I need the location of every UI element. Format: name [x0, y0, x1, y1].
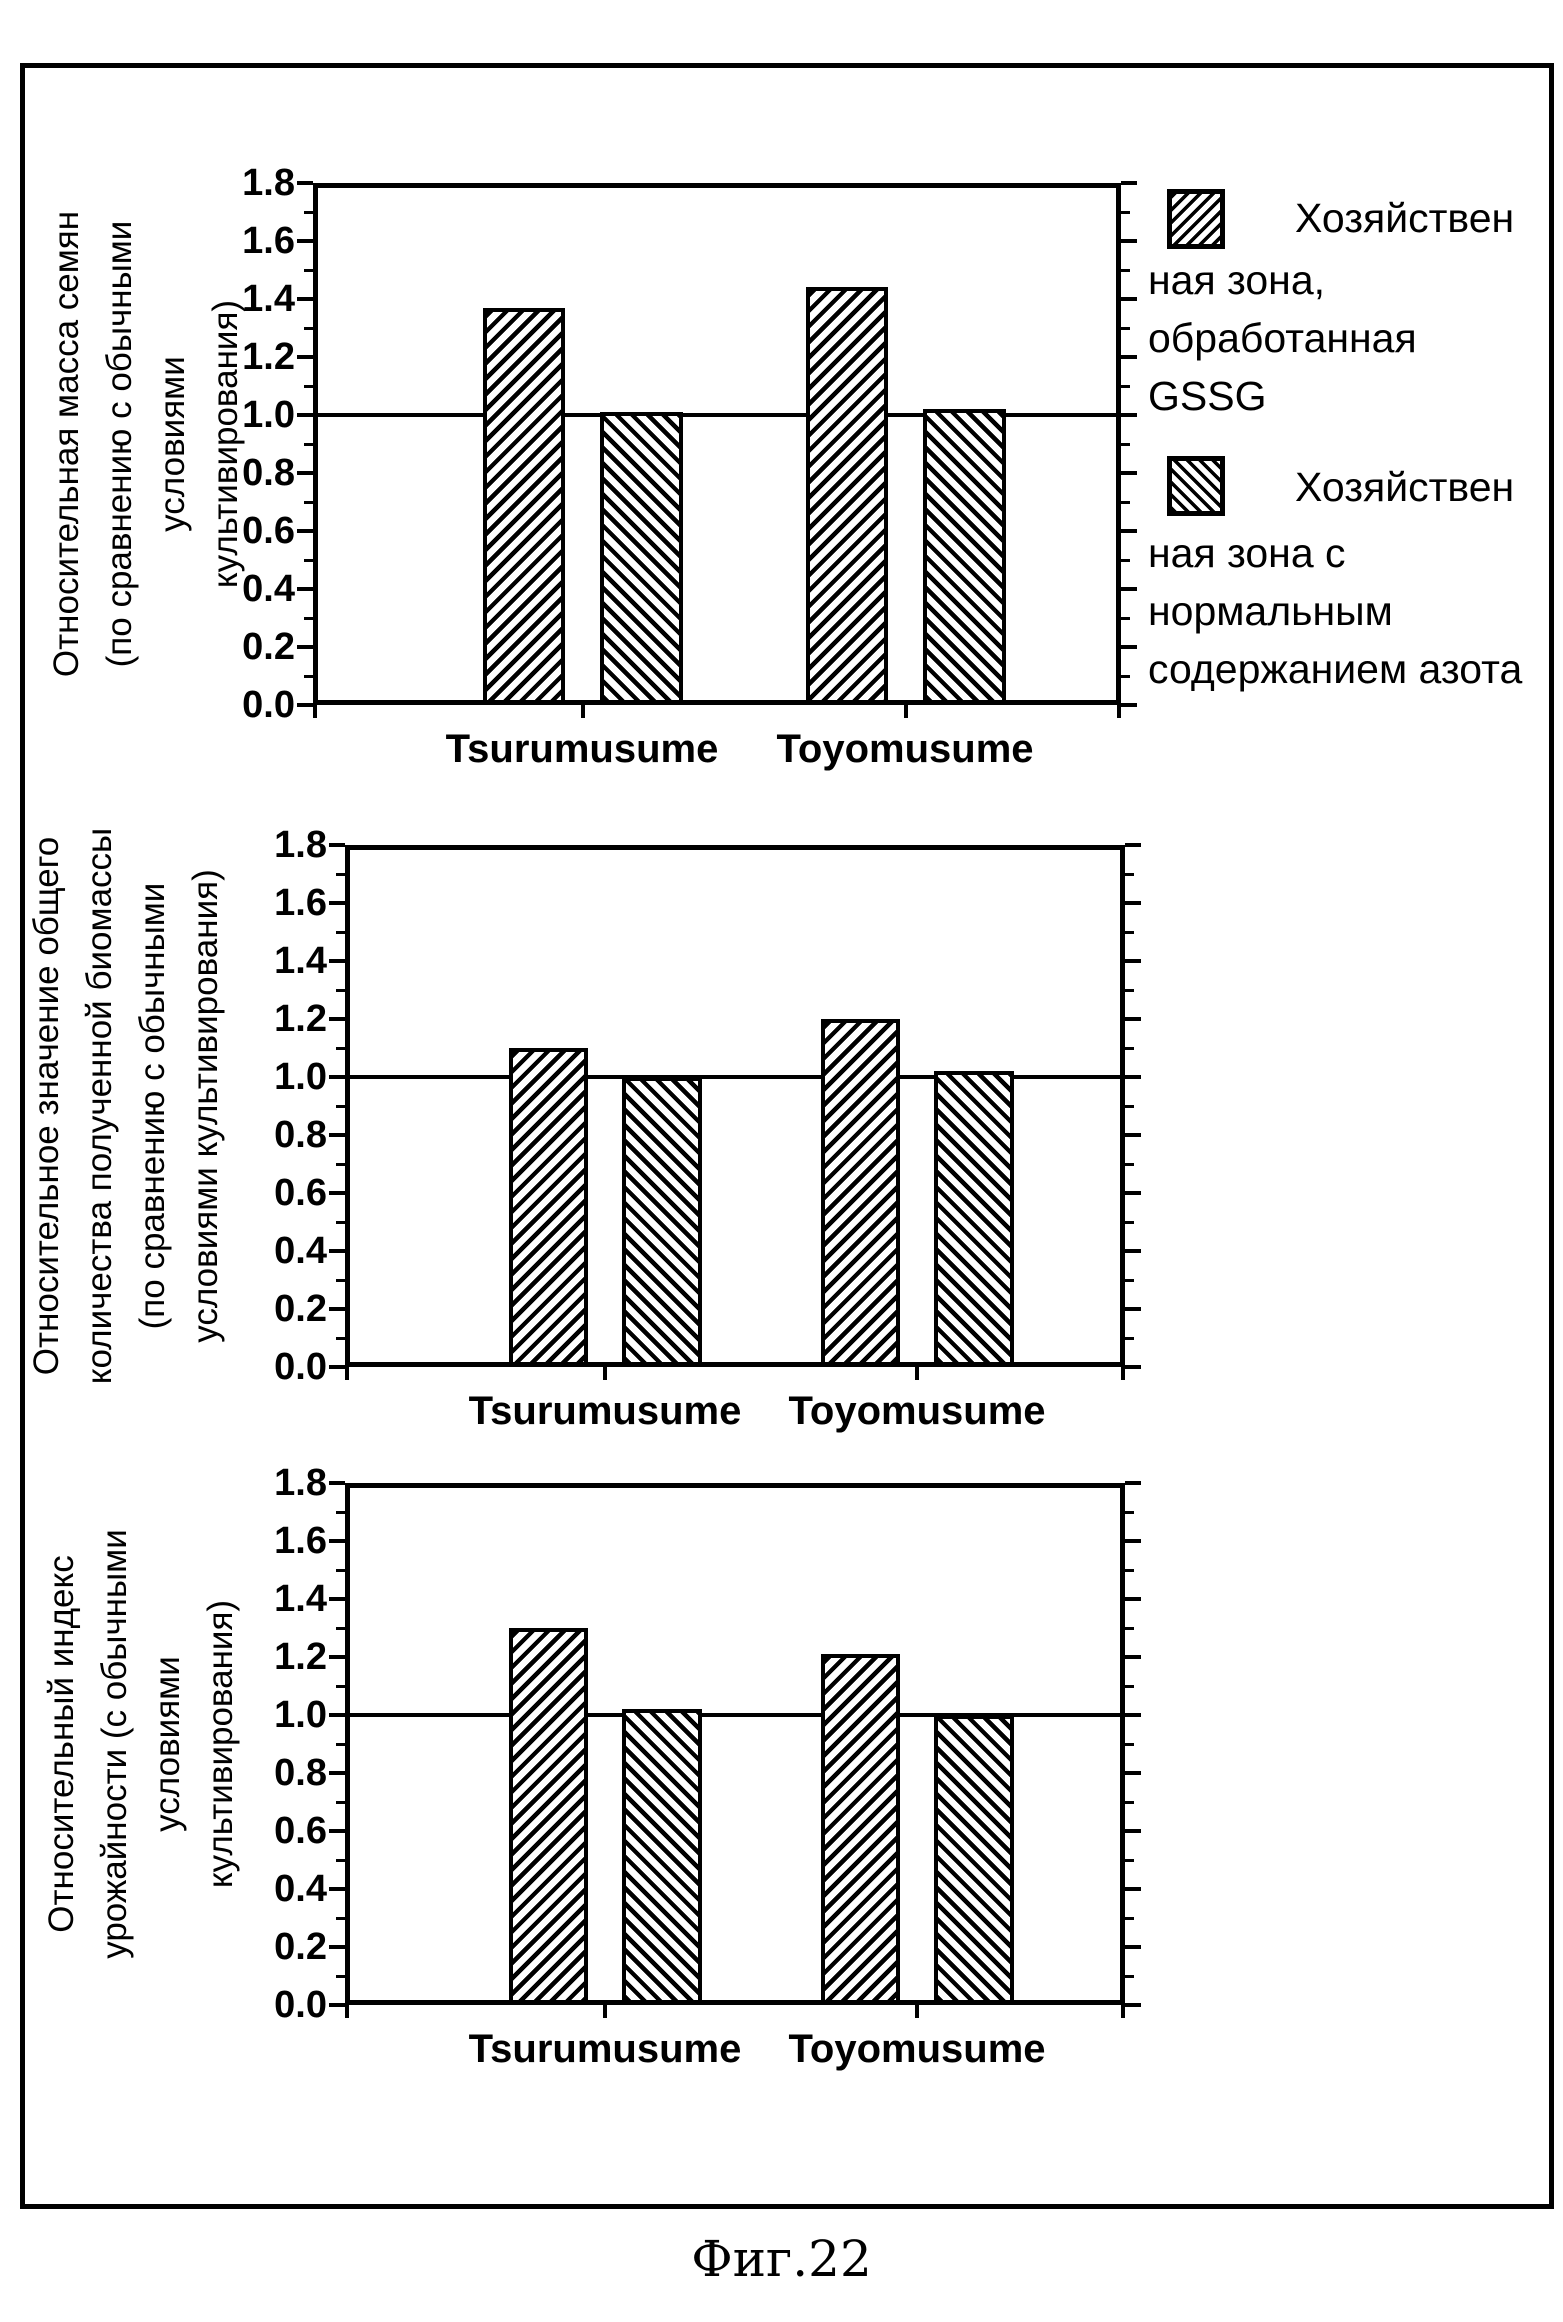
y-axis-minor-tick	[1125, 1279, 1134, 1282]
y-axis-major-tick	[1121, 703, 1137, 707]
y-axis-tick-label: 0.8	[242, 452, 295, 494]
y-axis-tick-label: 0.6	[274, 1172, 327, 1214]
y-axis-tick-label: 1.8	[274, 824, 327, 866]
bar-tsurumusume-normal-nitrogen	[622, 1709, 702, 2005]
x-axis-tick	[345, 1367, 349, 1380]
bar-tsurumusume-normal-nitrogen	[622, 1077, 702, 1367]
y-axis-major-tick	[1121, 471, 1137, 475]
y-axis-tick-label: 1.4	[274, 1578, 327, 1620]
y-axis-tick-label: 0.2	[274, 1926, 327, 1968]
y-axis-major-tick	[1121, 297, 1137, 301]
y-axis-tick-label: 0.8	[274, 1114, 327, 1156]
y-axis-minor-tick	[336, 1917, 345, 1920]
y-axis-major-tick	[329, 1249, 345, 1253]
x-category-label: Toyomusume	[776, 727, 1034, 771]
x-axis-tick	[915, 2005, 919, 2018]
y-axis-major-tick	[297, 529, 313, 533]
y-axis-title-line: урожайности (с обычными	[95, 1529, 134, 1959]
y-axis-minor-tick	[1121, 327, 1130, 330]
y-axis-minor-tick	[304, 443, 313, 446]
y-axis-tick-label: 1.2	[242, 336, 295, 378]
legend-text-line: обработанная	[1148, 315, 1417, 361]
y-axis-major-tick	[329, 1713, 345, 1717]
y-axis-major-tick	[1125, 959, 1141, 963]
y-axis-minor-tick	[1125, 1105, 1134, 1108]
y-axis-tick-label: 0.0	[242, 684, 295, 726]
y-axis-tick-label: 1.6	[242, 220, 295, 262]
x-axis-tick	[1117, 705, 1121, 718]
y-axis-major-tick	[1125, 1133, 1141, 1137]
y-axis-minor-tick	[304, 501, 313, 504]
y-axis-major-tick	[329, 1307, 345, 1311]
y-axis-tick-label: 1.0	[242, 394, 295, 436]
y-axis-major-tick	[329, 1075, 345, 1079]
y-axis-minor-tick	[1125, 1627, 1134, 1630]
y-axis-tick-label: 1.4	[242, 278, 295, 320]
y-axis-major-tick	[1125, 1539, 1141, 1543]
y-axis-title-line: количества полученной биомассы	[80, 827, 119, 1385]
bar-toyomusume-gssg	[821, 1019, 901, 1367]
y-axis-minor-tick	[304, 617, 313, 620]
chart-seed-mass	[47, 162, 1121, 771]
y-axis-minor-tick	[336, 1569, 345, 1572]
y-axis-minor-tick	[1121, 385, 1130, 388]
y-axis-minor-tick	[304, 675, 313, 678]
y-axis-major-tick	[1125, 1307, 1141, 1311]
y-axis-tick-label: 0.4	[274, 1230, 327, 1272]
y-axis-tick-label: 1.2	[274, 998, 327, 1040]
y-axis-major-tick	[1125, 1597, 1141, 1601]
y-axis-major-tick	[1121, 239, 1137, 243]
y-axis-minor-tick	[1125, 1337, 1134, 1340]
y-axis-tick-label: 1.2	[274, 1636, 327, 1678]
legend-item-normal-nitrogen-zone	[1140, 450, 1560, 700]
bar-tsurumusume-gssg	[483, 308, 565, 705]
y-axis-minor-tick	[336, 1163, 345, 1166]
y-axis-major-tick	[1125, 1945, 1141, 1949]
y-axis-title-line: Относительная масса семян	[47, 210, 86, 678]
y-axis-major-tick	[1125, 1365, 1141, 1369]
bar-toyomusume-gssg	[806, 287, 888, 705]
y-axis-major-tick	[297, 297, 313, 301]
y-axis-major-tick	[1125, 1017, 1141, 1021]
y-axis-minor-tick	[1125, 1511, 1134, 1514]
x-category-label: Tsurumusume	[468, 2027, 742, 2071]
y-axis-major-tick	[329, 1829, 345, 1833]
y-axis-major-tick	[329, 1655, 345, 1659]
y-axis-major-tick	[1125, 1075, 1141, 1079]
x-category-label: Toyomusume	[788, 1389, 1046, 1433]
y-axis-major-tick	[329, 1539, 345, 1543]
y-axis-minor-tick	[1125, 1221, 1134, 1224]
y-axis-major-tick	[1125, 1481, 1141, 1485]
y-axis-minor-tick	[1121, 501, 1130, 504]
y-axis-minor-tick	[1125, 989, 1134, 992]
y-axis-tick-label: 0.8	[274, 1752, 327, 1794]
x-category-label: Tsurumusume	[445, 727, 719, 771]
y-axis-minor-tick	[336, 1743, 345, 1746]
bar-tsurumusume-gssg	[509, 1628, 589, 2005]
y-axis-major-tick	[1125, 843, 1141, 847]
legend-text-line: нормальным	[1148, 588, 1393, 634]
y-axis-tick-label: 0.2	[242, 626, 295, 668]
y-axis-major-tick	[297, 471, 313, 475]
legend-item-gssg-zone	[1140, 183, 1560, 433]
bar-tsurumusume-normal-nitrogen	[600, 412, 682, 705]
y-axis-title	[35, 1284, 275, 2204]
y-axis-minor-tick	[1121, 269, 1130, 272]
y-axis-major-tick	[1125, 2003, 1141, 2007]
y-axis-major-tick	[329, 1133, 345, 1137]
y-axis-minor-tick	[336, 1511, 345, 1514]
x-axis-tick	[313, 705, 317, 718]
y-axis-major-tick	[329, 1945, 345, 1949]
y-axis-minor-tick	[336, 873, 345, 876]
x-axis-tick	[1121, 1367, 1125, 1380]
y-axis-minor-tick	[1121, 559, 1130, 562]
y-axis-major-tick	[1121, 181, 1137, 185]
y-axis-major-tick	[1125, 1771, 1141, 1775]
y-axis-title-line: условиями	[153, 356, 192, 532]
y-axis-title-line: культивирования)	[201, 1599, 240, 1889]
y-axis-minor-tick	[304, 269, 313, 272]
x-axis-tick	[581, 705, 585, 718]
y-axis-minor-tick	[1125, 1743, 1134, 1746]
y-axis-major-tick	[1125, 1829, 1141, 1833]
y-axis-major-tick	[329, 901, 345, 905]
x-axis-tick	[915, 1367, 919, 1380]
y-axis-major-tick	[1121, 645, 1137, 649]
y-axis-minor-tick	[1121, 443, 1130, 446]
y-axis-major-tick	[329, 1481, 345, 1485]
x-axis-tick	[345, 2005, 349, 2018]
y-axis-minor-tick	[1125, 1917, 1134, 1920]
y-axis-major-tick	[297, 645, 313, 649]
y-axis-major-tick	[297, 355, 313, 359]
legend-text-line: ная зона с	[1148, 530, 1346, 576]
y-axis-minor-tick	[336, 1221, 345, 1224]
y-axis-tick-label: 0.6	[242, 510, 295, 552]
y-axis-tick-label: 1.6	[274, 882, 327, 924]
y-axis-minor-tick	[1125, 1801, 1134, 1804]
y-axis-major-tick	[297, 239, 313, 243]
y-axis-major-tick	[1125, 1249, 1141, 1253]
y-axis-major-tick	[329, 843, 345, 847]
backward-hatch-swatch-icon	[1167, 456, 1225, 516]
y-axis-title-line: (по сравнению с обычными	[100, 220, 139, 668]
chart-biomass	[27, 824, 1125, 1433]
bar-toyomusume-normal-nitrogen	[923, 409, 1005, 705]
y-axis-title-line: Относительный индекс	[42, 1555, 81, 1933]
figure-caption: Фиг.22	[691, 2230, 872, 2288]
x-axis-tick	[603, 1367, 607, 1380]
y-axis-minor-tick	[336, 1859, 345, 1862]
y-axis-tick-label: 1.0	[274, 1694, 327, 1736]
y-axis-minor-tick	[304, 559, 313, 562]
y-axis-major-tick	[1121, 529, 1137, 533]
x-axis-tick	[1121, 2005, 1125, 2018]
y-axis-minor-tick	[336, 1105, 345, 1108]
legend-text-line: содержанием азота	[1148, 646, 1523, 692]
y-axis-title-line: культивирования)	[206, 299, 245, 589]
y-axis-minor-tick	[336, 1975, 345, 1978]
y-axis-major-tick	[297, 181, 313, 185]
legend-text-line: GSSG	[1148, 373, 1267, 419]
y-axis-minor-tick	[1125, 1975, 1134, 1978]
y-axis-title-line: Относительное значение общего	[27, 836, 66, 1376]
y-axis-tick-label: 1.6	[274, 1520, 327, 1562]
y-axis-tick-label: 1.4	[274, 940, 327, 982]
y-axis-minor-tick	[304, 385, 313, 388]
y-axis-minor-tick	[336, 1685, 345, 1688]
y-axis-major-tick	[1121, 355, 1137, 359]
y-axis-major-tick	[297, 587, 313, 591]
y-axis-major-tick	[297, 703, 313, 707]
y-axis-minor-tick	[336, 1801, 345, 1804]
y-axis-title-line: (по сравнению с обычными	[133, 882, 172, 1330]
y-axis-tick-label: 0.4	[274, 1868, 327, 1910]
legend-text-line: Хозяйствен	[1295, 464, 1515, 510]
y-axis-major-tick	[329, 1887, 345, 1891]
bar-toyomusume-gssg	[821, 1654, 901, 2005]
y-axis-major-tick	[1125, 1191, 1141, 1195]
y-axis-tick-label: 0.4	[242, 568, 295, 610]
y-axis-major-tick	[329, 1365, 345, 1369]
y-axis-minor-tick	[1121, 617, 1130, 620]
y-axis-minor-tick	[336, 1627, 345, 1630]
y-axis-minor-tick	[1125, 1569, 1134, 1572]
y-axis-tick-label: 0.0	[274, 1984, 327, 2026]
y-axis-minor-tick	[1125, 873, 1134, 876]
y-axis-tick-label: 0.0	[274, 1346, 327, 1388]
legend-text-line: Хозяйствен	[1295, 195, 1515, 241]
y-axis-minor-tick	[304, 211, 313, 214]
y-axis-minor-tick	[1125, 1163, 1134, 1166]
legend-text-line: ная зона,	[1148, 257, 1326, 303]
y-axis-major-tick	[329, 1597, 345, 1601]
y-axis-tick-label: 1.8	[274, 1462, 327, 1504]
y-axis-minor-tick	[336, 1047, 345, 1050]
forward-hatch-swatch-icon	[1167, 189, 1225, 249]
y-axis-minor-tick	[1125, 931, 1134, 934]
y-axis-minor-tick	[336, 1279, 345, 1282]
x-category-label: Toyomusume	[788, 2027, 1046, 2071]
y-axis-major-tick	[329, 2003, 345, 2007]
y-axis-minor-tick	[336, 1337, 345, 1340]
y-axis-tick-label: 0.2	[274, 1288, 327, 1330]
y-axis-major-tick	[1125, 1655, 1141, 1659]
bar-tsurumusume-gssg	[509, 1048, 589, 1367]
y-axis-major-tick	[1125, 901, 1141, 905]
bar-toyomusume-normal-nitrogen	[934, 1071, 1014, 1367]
y-axis-major-tick	[1125, 1887, 1141, 1891]
y-axis-tick-label: 0.6	[274, 1810, 327, 1852]
y-axis-minor-tick	[1125, 1047, 1134, 1050]
y-axis-major-tick	[329, 1017, 345, 1021]
y-axis-major-tick	[297, 413, 313, 417]
x-category-label: Tsurumusume	[468, 1389, 742, 1433]
y-axis-minor-tick	[304, 327, 313, 330]
y-axis-title-line: условиями	[148, 1656, 187, 1832]
y-axis-major-tick	[329, 1771, 345, 1775]
y-axis-minor-tick	[336, 931, 345, 934]
y-axis-major-tick	[1121, 413, 1137, 417]
y-axis-tick-label: 1.0	[274, 1056, 327, 1098]
bar-toyomusume-normal-nitrogen	[934, 1715, 1014, 2005]
y-axis-minor-tick	[1125, 1685, 1134, 1688]
y-axis-minor-tick	[1121, 675, 1130, 678]
x-axis-tick	[603, 2005, 607, 2018]
x-axis-tick	[904, 705, 908, 718]
y-axis-minor-tick	[1121, 211, 1130, 214]
y-axis-minor-tick	[336, 989, 345, 992]
y-axis-major-tick	[1121, 587, 1137, 591]
y-axis-major-tick	[329, 959, 345, 963]
y-axis-major-tick	[1125, 1713, 1141, 1717]
y-axis-major-tick	[329, 1191, 345, 1195]
y-axis-minor-tick	[1125, 1859, 1134, 1862]
y-axis-tick-label: 1.8	[242, 162, 295, 204]
y-axis-title-line: условиями культивирования)	[186, 869, 225, 1343]
chart-yield-index	[42, 1462, 1125, 2071]
